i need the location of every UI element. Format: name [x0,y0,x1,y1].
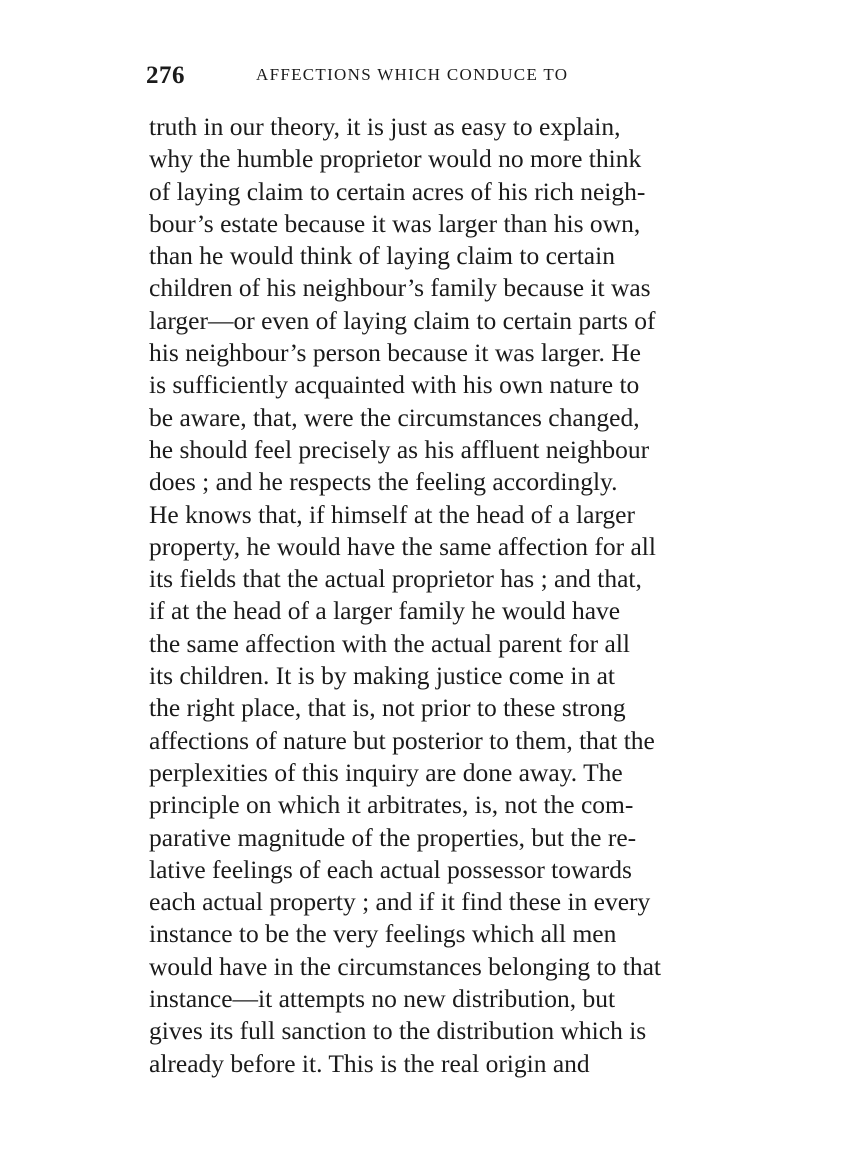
text-line: its children. It is by making justice come in at [149,661,615,691]
text-line: children of his neighbour’s family because it was [149,273,651,303]
text-line: gives its full sanction to the distribution which is [149,1016,647,1046]
text-line: already before it. This is the real origin and [149,1048,590,1078]
text-line: of laying claim to certain acres of his rich neigh- [149,176,646,206]
text-line: parative magnitude of the properties, but the re- [149,822,637,852]
text-line: instance—it attempts no new distribution, but [149,984,616,1014]
body-text [149,111,699,1080]
text-line: bour’s estate because it was larger than his own, [149,208,641,238]
text-line: than he would think of laying claim to certain [149,241,615,271]
text-line: be aware, that, were the circumstances changed, [149,402,640,432]
text-line: He knows that, if himself at the head of a larger [149,499,635,529]
text-line: principle on which it arbitrates, is, not the com- [149,790,634,820]
text-line: why the humble proprietor would no more think [149,144,642,174]
text-line: his neighbour’s person because it was larger. He [149,338,641,368]
text-line: instance to be the very feelings which all men [149,919,617,949]
text-line: perplexities of this inquiry are done away. The [149,757,623,787]
text-line: if at the head of a larger family he would have [149,596,621,626]
text-line: its fields that the actual proprietor has ; and that, [149,564,642,594]
text-line: would have in the circumstances belonging to that [149,951,661,981]
text-line: property, he would have the same affection for all [149,531,656,561]
text-line: affections of nature but posterior to them, that the [149,725,655,755]
text-line: larger—or even of laying claim to certain parts of [149,305,656,335]
text-line: is sufficiently acquainted with his own nature to [149,370,640,400]
text-line: each actual property ; and if it find these in every [149,887,651,917]
text-line: truth in our theory, it is just as easy to explain, [149,112,621,141]
running-head [146,62,706,92]
running-title: AFFECTIONS WHICH CONDUCE TO [256,65,569,84]
text-line: does ; and he respects the feeling accordingly. [149,467,618,497]
text-line: the right place, that is, not prior to these strong [149,693,626,723]
text-line: lative feelings of each actual possessor towards [149,854,632,884]
text-line: he should feel precisely as his affluent neighbour [149,434,650,464]
text-line: the same affection with the actual parent for all [149,628,630,658]
page-number: 276 [146,62,185,89]
